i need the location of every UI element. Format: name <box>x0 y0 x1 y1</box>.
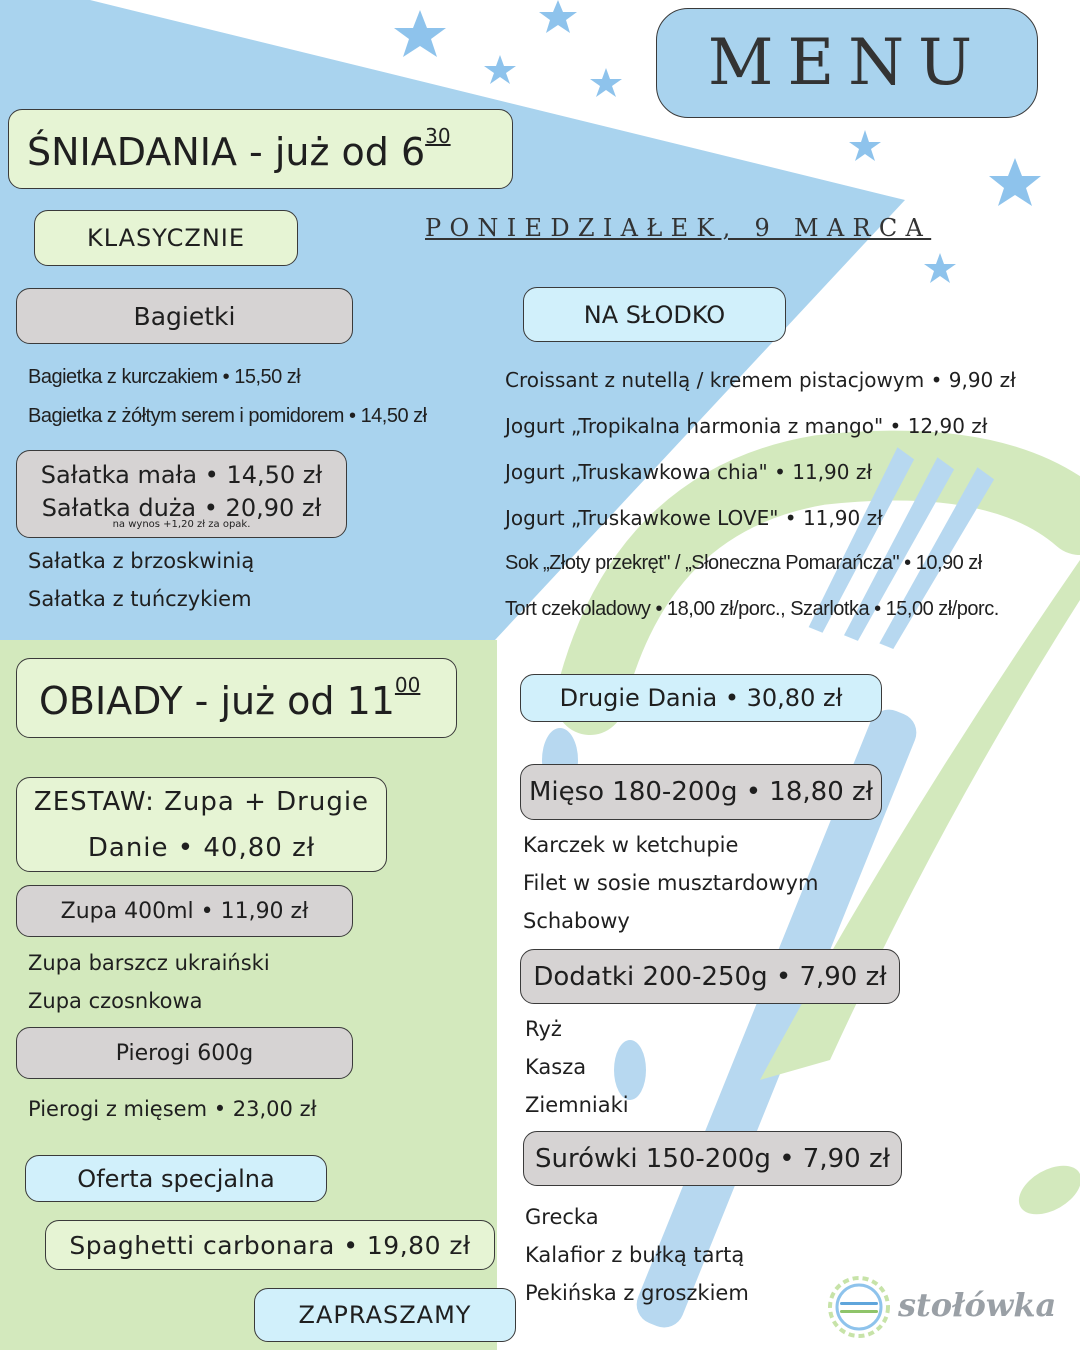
salad-price-badge <box>16 450 347 538</box>
mains-label: Drugie Dania • 30,80 zł <box>559 684 843 712</box>
star-icon <box>989 158 1041 206</box>
menu-title: MENU <box>707 26 987 100</box>
lunch-heading-text: OBIADY - już od 11 <box>39 679 395 723</box>
brand-logo <box>826 1274 1076 1340</box>
breakfast-heading-badge <box>8 109 513 189</box>
list-item: Grecka <box>525 1205 599 1229</box>
soup-label: Zupa 400ml • 11,90 zł <box>60 898 309 924</box>
salad-small-price: Sałatka mała • 14,50 zł <box>40 461 323 489</box>
list-item: Ziemniaki <box>525 1093 629 1117</box>
pierogi-label: Pierogi 600g <box>115 1040 254 1066</box>
plate-logo-icon <box>826 1274 892 1340</box>
list-item: Ryż <box>525 1017 562 1041</box>
list-item: Jogurt „Truskawkowa chia" • 11,90 zł <box>505 460 873 484</box>
special-item-badge <box>45 1220 495 1270</box>
special-offer-badge <box>25 1155 327 1202</box>
star-icon <box>394 10 446 57</box>
meat-label-badge <box>520 764 882 820</box>
pierogi-label-badge <box>16 1027 353 1079</box>
sweet-label-badge <box>523 287 786 342</box>
star-icon <box>849 130 881 161</box>
salad-takeaway-note: na wynos +1,20 zł za opak. <box>112 519 251 530</box>
welcome-badge <box>254 1288 516 1342</box>
list-item: Tort czekoladowy • 18,00 zł/porc., Szarlotka • 15,00 zł/porc. <box>505 598 999 620</box>
list-item: Pekińska z groszkiem <box>525 1281 749 1305</box>
welcome-text: ZAPRASZAMY <box>298 1301 472 1329</box>
breakfast-time-sup: 30 <box>425 124 451 148</box>
special-offer-label: Oferta specjalna <box>77 1164 275 1193</box>
list-item: Filet w sosie musztardowym <box>523 871 819 895</box>
meat-label: Mięso 180-200g • 18,80 zł <box>528 777 874 807</box>
set-offer-badge <box>16 777 387 872</box>
list-item: Bagietka z kurczakiem • 15,50 zł <box>28 366 301 388</box>
lunch-heading <box>39 673 420 723</box>
special-item: Spaghetti carbonara • 19,80 zł <box>69 1230 471 1260</box>
set-offer-line-1: ZESTAW: Zupa + Drugie <box>33 786 370 817</box>
baguettes-label: Bagietki <box>133 301 236 331</box>
raw-salads-label-badge <box>523 1131 902 1186</box>
classic-label: KLASYCZNIE <box>86 224 246 252</box>
list-item: Zupa barszcz ukraiński <box>28 951 270 975</box>
list-item: Croissant z nutellą / kremem pistacjowym • 9,90 zł <box>505 368 1016 392</box>
sides-label-badge <box>520 949 900 1004</box>
list-item: Schabowy <box>523 909 630 933</box>
list-item: Karczek w ketchupie <box>523 833 739 857</box>
star-icon <box>924 253 956 283</box>
list-item: Sok „Złoty przekręt" / „Słoneczna Pomarańcza" • 10,90 zł <box>505 552 982 574</box>
classic-label-badge <box>34 210 298 266</box>
list-item: Sałatka z tuńczykiem <box>28 587 252 611</box>
list-item: Jogurt „Truskawkowe LOVE" • 11,90 zł <box>505 506 883 530</box>
menu-date: PONIEDZIAŁEK, 9 MARCA <box>425 214 932 242</box>
breakfast-heading <box>27 124 451 174</box>
blob-shape <box>614 1040 646 1100</box>
sides-label: Dodatki 200-250g • 7,90 zł <box>533 961 887 992</box>
set-offer-line-2: Danie • 40,80 zł <box>87 832 316 863</box>
star-icon <box>539 0 577 33</box>
brand-name: stołówka <box>898 1286 1057 1324</box>
blob-shape <box>1011 1156 1080 1225</box>
sweet-label: NA SŁODKO <box>583 300 726 329</box>
list-item: Kasza <box>525 1055 587 1079</box>
lunch-time-sup: 00 <box>394 673 421 697</box>
list-item: Bagietka z żółtym serem i pomidorem • 14,50 zł <box>28 405 427 427</box>
soup-label-badge <box>16 885 353 937</box>
lunch-heading-badge <box>16 658 457 738</box>
star-icon <box>590 68 622 97</box>
star-icon <box>484 55 516 84</box>
breakfast-heading-text: ŚNIADANIA - już od 6 <box>27 130 426 174</box>
list-item: Jogurt „Tropikalna harmonia z mango" • 12,90 zł <box>505 414 988 438</box>
raw-salads-label: Surówki 150-200g • 7,90 zł <box>534 1143 890 1174</box>
list-item: Kalafior z bułką tartą <box>525 1243 745 1267</box>
mains-label-badge <box>520 674 882 722</box>
list-item: Zupa czosnkowa <box>28 989 203 1013</box>
list-item: Sałatka z brzoskwinią <box>28 549 255 573</box>
baguettes-label-badge <box>16 288 353 344</box>
menu-title-badge <box>656 8 1038 118</box>
salad-large-price: Sałatka duża • 20,90 zł <box>41 494 322 522</box>
list-item: Pierogi z mięsem • 23,00 zł <box>28 1097 317 1121</box>
